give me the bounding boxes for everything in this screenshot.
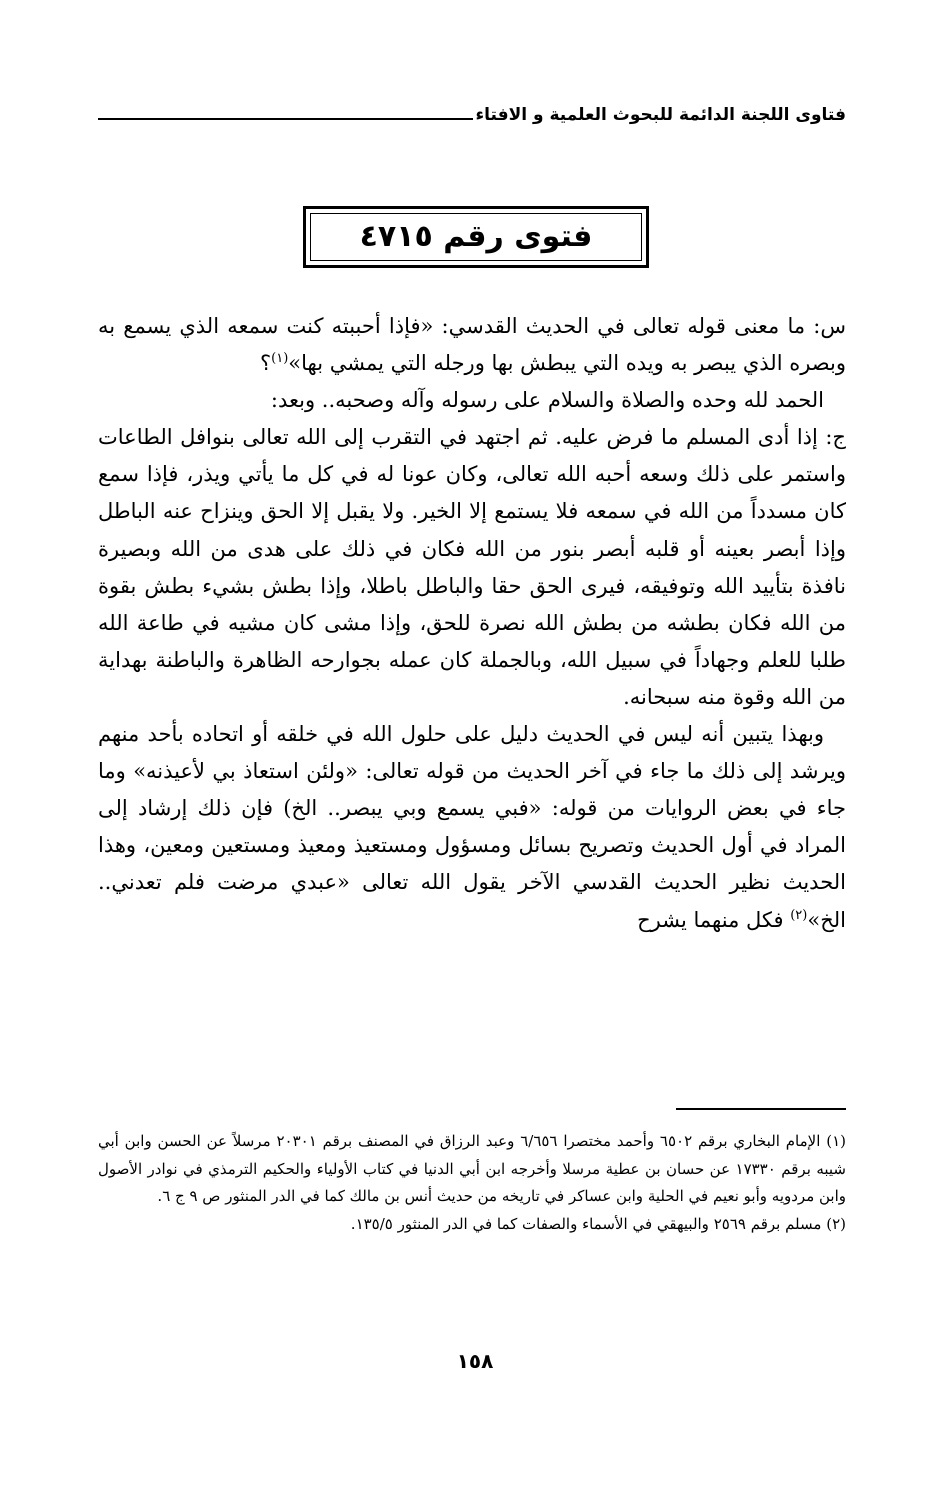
- answer-paragraph: ج: إذا أدى المسلم ما فرض عليه. ثم اجتهد في التقرب إلى الله تعالى بنوافل الطاعات واستمر على ذلك وسعه أحبه الله تعالى، وكان عونا له في كل ما يأتي ويذر، فإذا سمع كان مسدداً من الله في سمعه فلا يستمع إلا الخير. ولا يقبل إلا الحق وينزاح عنه الباطل وإذا أبصر بعينه أو قلبه أبصر بنور من الله فكان في ذلك على هدى من الله وبصيرة نافذة بتأييد الله وتوفيقه، فيرى الحق حقا والباطل باطلا، وإذا بطش بشيء بطش بقوة من الله فكان بطشه من بطش الله نصرة للحق، وإذا مشى كان مشيه في طاعة الله طلبا للعلم وجهاداً في سبيل الله، وبالجملة كان عمله بجوارحه الظاهرة والباطنة بهداية من الله وقوة منه سبحانه.: [98, 425, 846, 709]
- fatwa-title-box: [303, 206, 649, 268]
- footnote-separator: [676, 1108, 846, 1110]
- second-paragraph-end: فكل منهما يشرح: [637, 907, 791, 932]
- footnote-ref-1: (١): [271, 351, 289, 367]
- footnotes: [98, 1128, 846, 1238]
- running-header: [98, 86, 846, 126]
- header-title: فتاوى اللجنة الدائمة للبحوث العلمية و الافتاء: [475, 105, 846, 125]
- second-paragraph: [98, 716, 846, 939]
- header-rule: [98, 118, 473, 120]
- second-paragraph-text: وبهذا يتبين أنه ليس في الحديث دليل على حلول الله في خلقه أو اتحاده بأحد منهم ويرشد إلى ذلك ما جاء في آخر الحديث من قوله تعالى: «ولئن استعاذ بي لأعيذنه» وما جاء في بعض الروايات من قوله: «فبي يسمع وبي يبصر.. الخ) فإن ذلك إرشاد إلى المراد في أول الحديث وتصريح بسائل ومسؤول ومستعيذ ومعيذ ومستعين ومعين، وهذا الحديث نظير الحديث القدسي الآخر يقول الله تعالى «عبدي مرضت فلم تعدني.. الخ»: [98, 722, 846, 932]
- question-paragraph: [98, 308, 846, 382]
- question-end: ؟: [259, 351, 272, 376]
- page-number: ١٥٨: [456, 1349, 494, 1373]
- question-text: س: ما معنى قوله تعالى في الحديث القدسي: «فإذا أحببته كنت سمعه الذي يسمع به وبصره الذي يبصر به ويده التي يبطش بها ورجله التي يمشي بها»: [98, 314, 846, 376]
- footnote-ref-2: (٢): [790, 907, 808, 923]
- greeting-paragraph: الحمد لله وحده والصلاة والسلام على رسوله وآله وصحبه.. وبعد:: [270, 388, 824, 413]
- footnote-1: (١) الإمام البخاري برقم ٦٥٠٢ وأحمد مختصرا ٦/٦٥٦ وعبد الرزاق في المصنف برقم ٢٠٣٠١ مرسلاً عن الحسن وابن أبي شيبه برقم ١٧٣٣٠ عن حسان بن عطية مرسلا وأخرجه ابن أبي الدنيا في كتاب الأولياء والحكيم الترمذي في نوادر الأصول وابن مردويه وأبو نعيم في الحلية وابن عساكر في تاريخه من حديث أنس بن مالك كما في الدر المنثور ص ٩ ج ٦.: [98, 1132, 847, 1205]
- fatwa-title: فتوى رقم ٤٧١٥: [359, 219, 593, 254]
- body-text: [98, 308, 846, 939]
- footnote-2: (٢) مسلم برقم ٢٥٦٩ والبيهقي في الأسماء والصفات كما في الدر المنثور ١٣٥/٥.: [350, 1214, 846, 1233]
